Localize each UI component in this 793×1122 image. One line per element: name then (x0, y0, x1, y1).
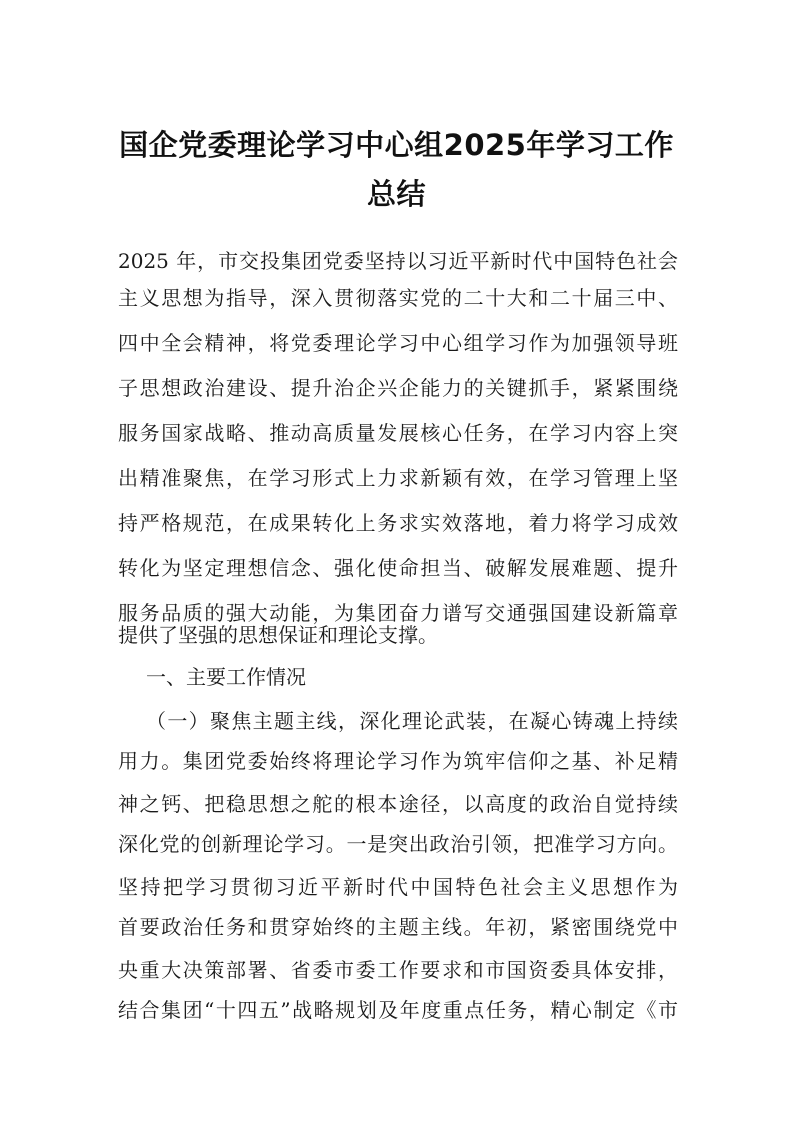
paragraph-line: 主义思想为指导，深入贯彻落实党的二十大和二十届三中、 (118, 286, 678, 310)
paragraph-line: （一）聚焦主题主线，深化理论武装，在凝心铸魂上持续 (146, 709, 678, 733)
paragraph-line: 持严格规范，在成果转化上务求实效落地，着力将学习成效 (118, 511, 678, 535)
paragraph-line: 坚持把学习贯彻习近平新时代中国特色社会主义思想作为 (118, 875, 678, 899)
paragraph-line: 四中全会精神，将党委理论学习中心组学习作为加强领导班 (118, 331, 678, 355)
section-heading: 一、主要工作情况 (146, 665, 306, 689)
paragraph-line: 2025 年，市交投集团党委坚持以习近平新时代中国特色社会 (118, 249, 678, 273)
paragraph-line: 神之钙、把稳思想之舵的根本途径，以高度的政治自觉持续 (118, 792, 678, 816)
paragraph-line: 结合集团“十四五”战略规划及年度重点任务，精心制定《市 (118, 998, 678, 1022)
paragraph-line: 深化党的创新理论学习。一是突出政治引领，把准学习方向。 (118, 832, 678, 856)
paragraph-line: 用力。集团党委始终将理论学习作为筑牢信仰之基、补足精 (118, 749, 678, 773)
paragraph-line: 服务品质的强大动能，为集团奋力谱写交通强国建设新篇章 (118, 601, 678, 625)
paragraph-line: 出精准聚焦，在学习形式上力求新颖有效，在学习管理上坚 (118, 466, 678, 490)
paragraph-line: 首要政治任务和贯穿始终的主题主线。年初，紧密围绕党中 (118, 915, 678, 939)
paragraph-line: 转化为坚定理想信念、强化使命担当、破解发展难题、提升 (118, 556, 678, 580)
paragraph-line: 服务国家战略、推动高质量发展核心任务，在学习内容上突 (118, 421, 678, 445)
paragraph-line: 提供了坚强的思想保证和理论支撑。 (118, 623, 438, 647)
document-title-line-1: 国企党委理论学习中心组2025年学习工作 (119, 128, 674, 162)
paragraph-line: 央重大决策部署、省委市委工作要求和市国资委具体安排， (118, 958, 678, 982)
document-title-line-2: 总结 (366, 177, 426, 211)
paragraph-line: 子思想政治建设、提升治企兴企能力的关键抓手，紧紧围绕 (118, 376, 678, 400)
